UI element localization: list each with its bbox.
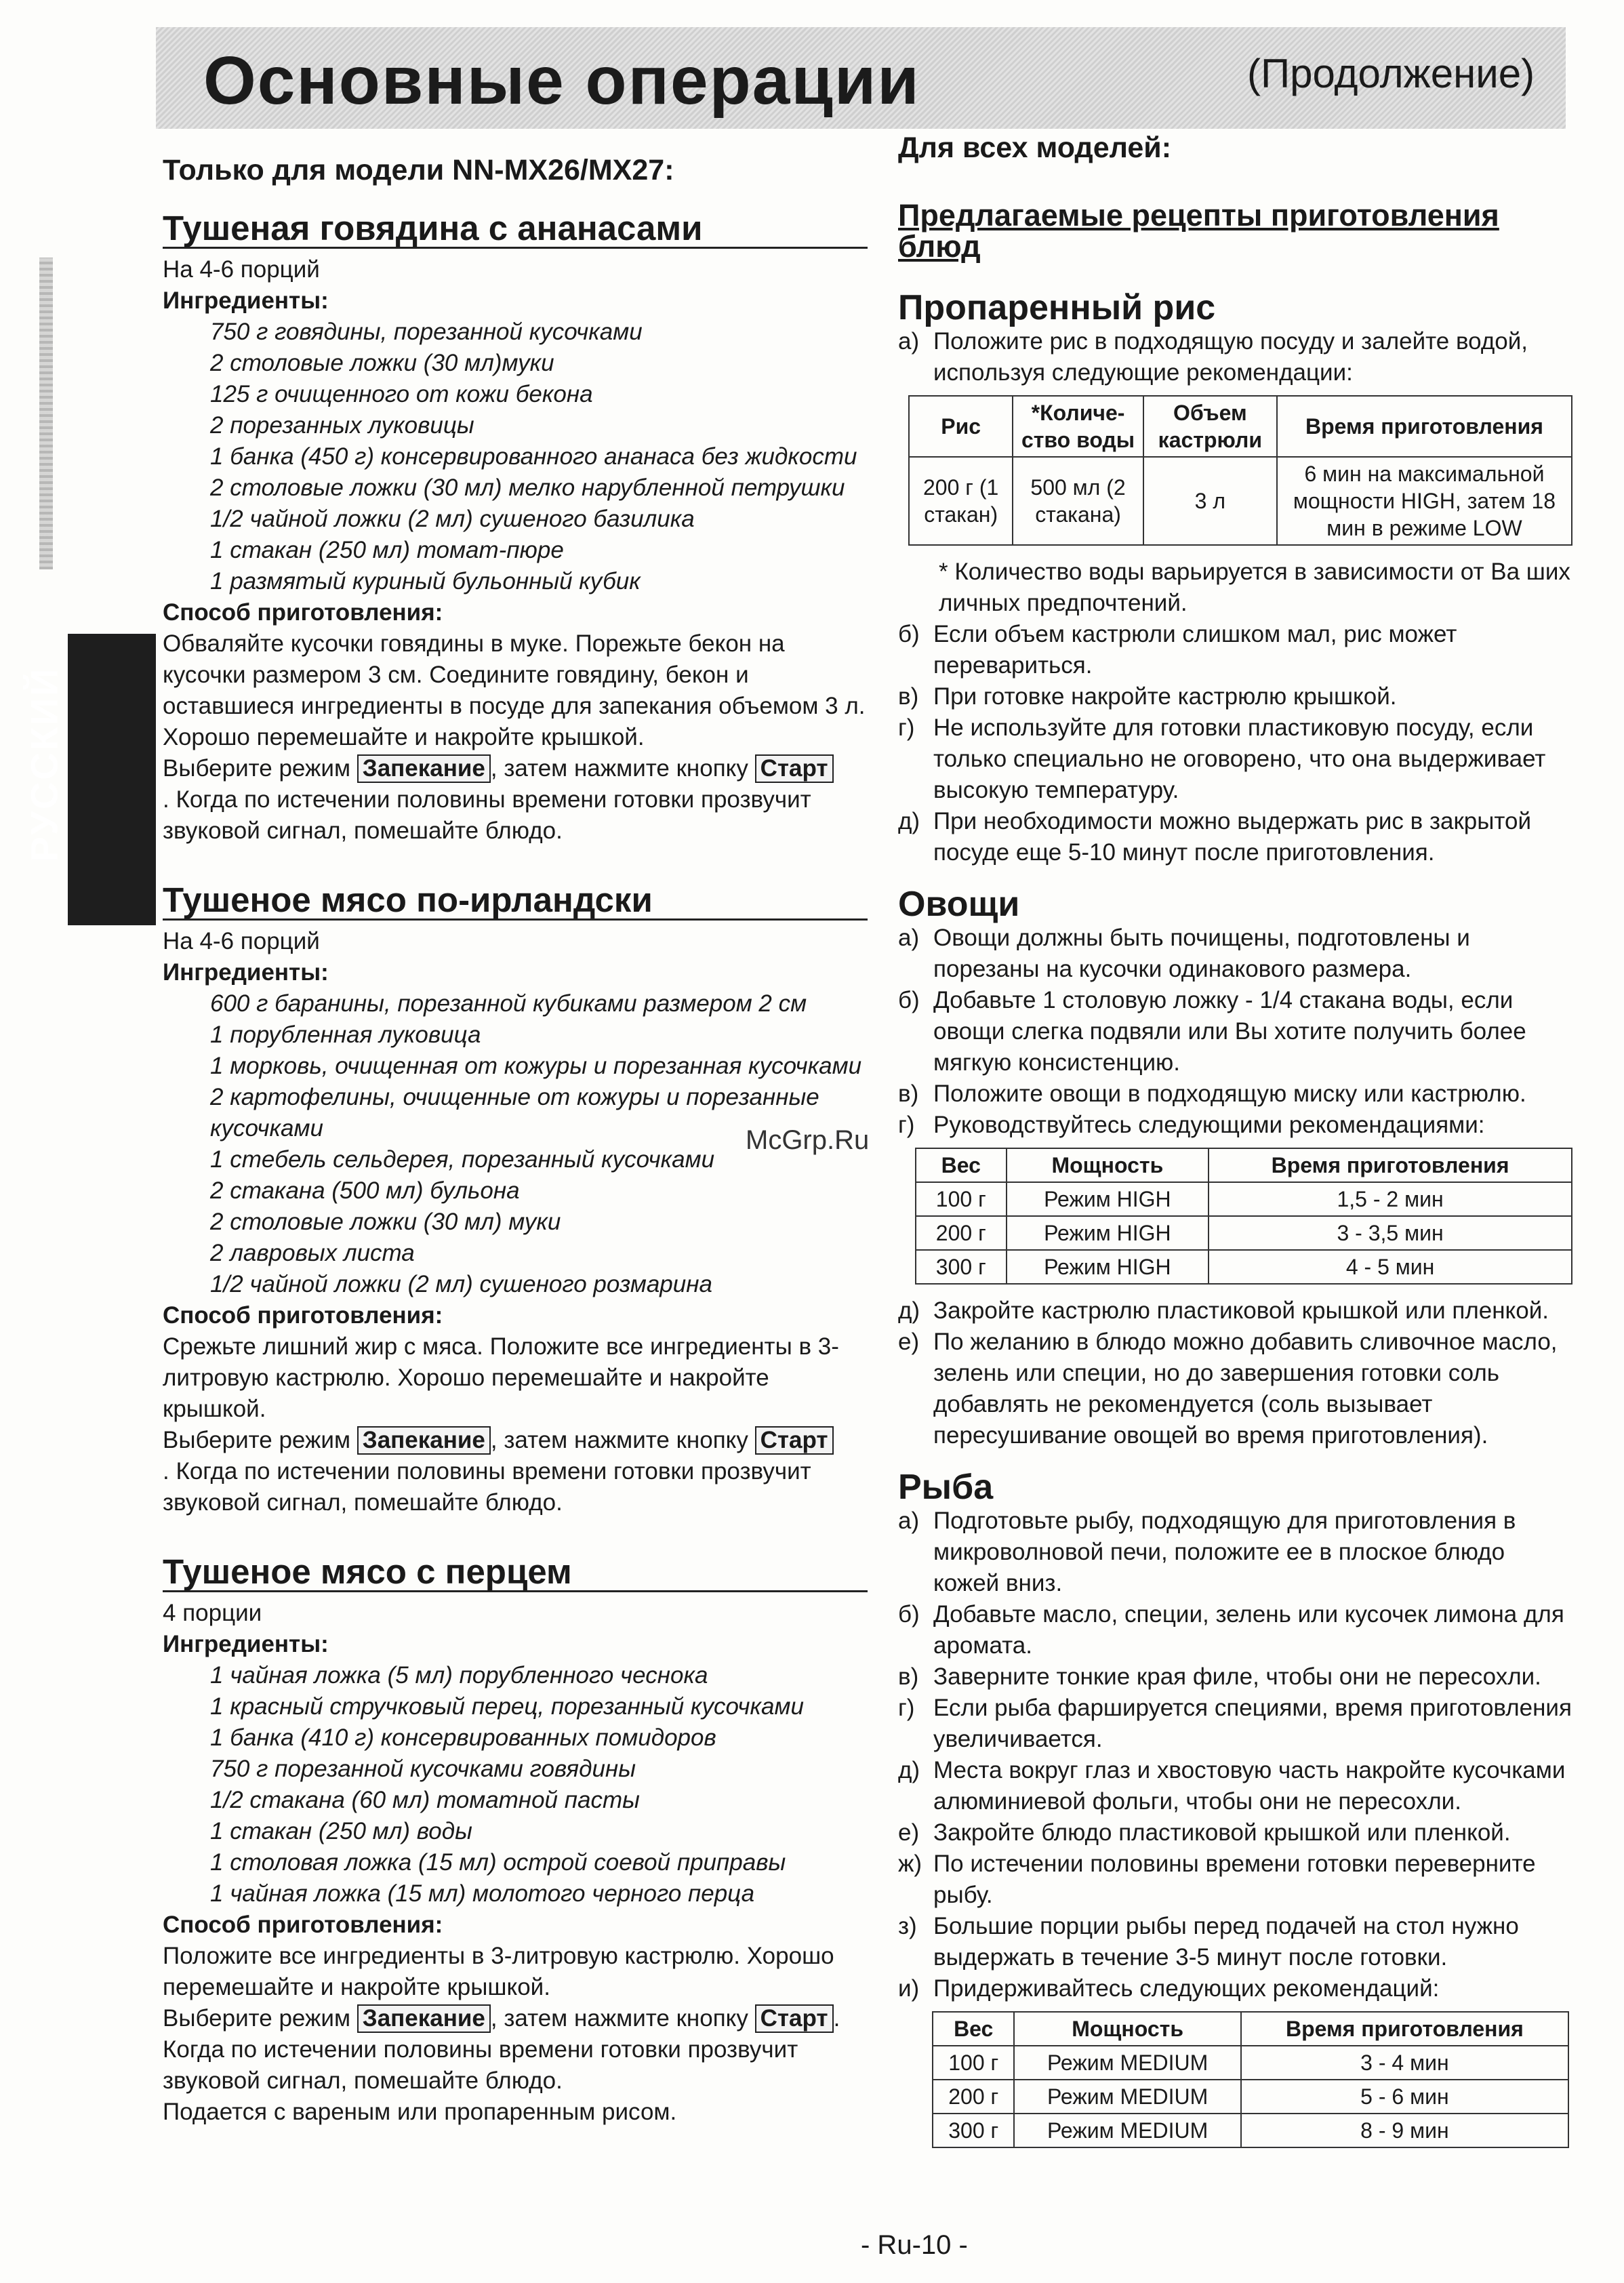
table-row (916, 1216, 1572, 1250)
rice-footnote: * Количество воды варьируется в зависимости от Ва ших личных предпочтений. (939, 559, 1570, 616)
list-item (898, 619, 1576, 681)
table-cell: 8 - 9 мин (1241, 2114, 1568, 2147)
list-item (898, 1661, 1576, 1693)
list-item (898, 1327, 1576, 1451)
item-marker: е) (898, 1819, 920, 1846)
ingredient-item: 2 стакана (500 мл) бульона (210, 1177, 520, 1204)
table-header: Вес (916, 1148, 1007, 1182)
ingredients-label: Ингредиенты: (163, 959, 329, 986)
list-item (898, 1848, 1576, 1911)
item-marker: г) (898, 1695, 915, 1721)
method-text (163, 1941, 868, 2128)
table-row (909, 457, 1572, 545)
start-key: Старт (755, 754, 834, 783)
vegetables-section (898, 885, 1576, 1451)
table-row (933, 2114, 1568, 2147)
model-heading: Только для модели NN-MX26/MX27: (163, 154, 674, 186)
table-cell: 200 г (916, 1216, 1007, 1250)
method-text (163, 1331, 868, 1518)
ingredient-item: 1/2 чайной ложки (2 мл) сушеного розмарина (210, 1271, 712, 1297)
page-number: - Ru-10 - (861, 2230, 968, 2260)
item-text: Добавьте масло, специи, зелень или кусочек лимона для аромата. (933, 1601, 1564, 1659)
item-text: Овощи должны быть почищены, подготовлены и порезаны на кусочки одинакового размера. (933, 925, 1470, 982)
method-end: . Когда по истечении половины времени готовки прозвучит звуковой сигнал, помешайте блюдо. (163, 786, 811, 844)
recipe-pepper-stew (163, 1552, 868, 2128)
fish-table (932, 2011, 1569, 2148)
item-text: Добавьте 1 столовую ложку - 1/4 стакана воды, если овощи слегка подвяли или Вы хотите получить более мягкую консистенцию. (933, 987, 1526, 1076)
item-text: Руководствуйтесь следующими рекомендациями: (933, 1112, 1485, 1138)
page-subtitle: (Продолжение) (1247, 51, 1535, 96)
list-item (898, 1817, 1576, 1848)
table-header: Мощность (1007, 1148, 1209, 1182)
table-header: Вес (933, 2012, 1014, 2046)
table-cell: 3 - 3,5 мин (1209, 1216, 1572, 1250)
table-cell: Режим HIGH (1007, 1182, 1209, 1216)
method-end: . Когда по истечении половины времени готовки прозвучит звуковой сигнал, помешайте блюдо. (163, 1458, 811, 1516)
item-marker: з) (898, 1913, 917, 1939)
item-marker: в) (898, 1080, 919, 1107)
ingredient-item: 2 столовые ложки (30 мл)муки (210, 350, 554, 376)
table-cell: 200 г (933, 2080, 1014, 2114)
item-text: Места вокруг глаз и хвостовую часть накройте кусочками алюминиевой фольги, чтобы они не пересохли. (933, 1757, 1566, 1815)
recipe-irish-stew (163, 881, 868, 1518)
list-item (898, 1911, 1576, 1973)
language-tab (68, 634, 156, 925)
table-header: Объем кастрюли (1143, 396, 1277, 457)
list-item (898, 712, 1576, 806)
item-text: Если рыба фаршируется специями, время приготовления увеличивается. (933, 1695, 1572, 1752)
ingredient-item: 750 г говядины, порезанной кусочками (210, 319, 643, 345)
item-text: Большие порции рыбы перед подачей на стол нужно выдержать в течение 3-5 минут после готовки. (933, 1913, 1519, 1971)
item-marker: ж) (898, 1851, 922, 1877)
item-text: При необходимости можно выдержать рис в закрытой посуде еще 5-10 минут после приготовления. (933, 808, 1532, 866)
rice-title: Пропаренный рис (898, 288, 1216, 327)
method-select-line (163, 1425, 868, 1456)
table-cell: 3 л (1143, 457, 1277, 545)
then-press-text: , затем нажмите кнопку (490, 755, 748, 782)
serve-note: Подается с вареным или пропаренным рисом. (163, 2099, 677, 2125)
ingredient-item: 1 стакан (250 мл) воды (210, 1818, 472, 1844)
ingredient-item: 1/2 стакана (60 мл) томатной пасты (210, 1787, 640, 1813)
item-marker: б) (898, 1601, 920, 1628)
list-item (898, 1506, 1576, 1599)
table-cell: Режим MEDIUM (1014, 2114, 1240, 2147)
method-label: Способ приготовления: (163, 599, 443, 626)
suggested-recipes-heading: Предлагаемые рецепты приготовления блюд (898, 198, 1499, 264)
item-text: При готовке накройте кастрюлю крышкой. (933, 683, 1397, 710)
recipe-title: Тушеная говядина с ананасами (163, 213, 868, 249)
list-item (898, 1078, 1576, 1110)
recipe-beef-pineapple (163, 209, 868, 847)
table-cell: Режим MEDIUM (1014, 2046, 1240, 2080)
start-key: Старт (755, 2004, 834, 2033)
fish-section (898, 1468, 1576, 2148)
list-item (898, 326, 1576, 388)
ingredient-item: 750 г порезанной кусочками говядины (210, 1756, 636, 1782)
list-item (898, 985, 1576, 1078)
item-marker: б) (898, 987, 920, 1013)
ingredient-item: 2 порезанных луковицы (210, 412, 474, 439)
ingredient-item: 2 картофелины, очищенные от кожуры и порезанные кусочками (210, 1084, 819, 1142)
list-item (898, 1973, 1576, 2004)
table-header: Время приготовления (1209, 1148, 1572, 1182)
all-models-heading: Для всех моделей: (898, 132, 1172, 164)
language-tab-label: РУССКИЙ (22, 666, 66, 862)
table-cell: 100 г (916, 1182, 1007, 1216)
bake-mode-key: Запекание (357, 1426, 491, 1455)
vegetables-table (915, 1148, 1572, 1285)
item-marker: г) (898, 1112, 915, 1138)
item-marker: а) (898, 1508, 920, 1534)
ingredient-item: 1 размятый куриный бульонный кубик (210, 568, 641, 594)
table-cell: 6 мин на максимальной мощности HIGH, затем 18 мин в режиме LOW (1277, 457, 1572, 545)
table-header: Время приготовления (1277, 396, 1572, 457)
servings: 4 порции (163, 1600, 262, 1626)
method-label: Способ приготовления: (163, 1912, 443, 1938)
servings: На 4-6 порций (163, 928, 320, 954)
ingredients-label: Ингредиенты: (163, 287, 329, 314)
table-header: *Количе-ство воды (1013, 396, 1143, 457)
table-cell: 5 - 6 мин (1241, 2080, 1568, 2114)
table-cell: 200 г (1 стакан) (909, 457, 1013, 545)
method-body: Положите все ингредиенты в 3-литровую кастрюлю. Хорошо перемешайте и накройте крышкой. (163, 1943, 834, 2000)
recipe-title: Тушеное мясо с перцем (163, 1556, 868, 1592)
method-body: Срежьте лишний жир с мяса. Положите все ингредиенты в 3-литровую кастрюлю. Хорошо перемешайте и накройте крышкой. (163, 1333, 839, 1422)
page-title: Основные операции (203, 43, 920, 119)
select-mode-text: Выберите режим (163, 1427, 351, 1453)
rice-section (898, 288, 1576, 868)
table-row (916, 1182, 1572, 1216)
ingredients-label: Ингредиенты: (163, 1631, 329, 1657)
servings: На 4-6 порций (163, 256, 320, 283)
item-text: Если объем кастрюли слишком мал, рис может перевариться. (933, 621, 1457, 679)
ingredient-item: 1 красный стручковый перец, порезанный кусочками (210, 1693, 804, 1720)
item-text: Закройте блюдо пластиковой крышкой или пленкой. (933, 1819, 1511, 1846)
item-marker: а) (898, 925, 920, 951)
ingredient-item: 2 лавровых листа (210, 1240, 415, 1266)
watermark: McGrp.Ru (746, 1125, 870, 1155)
table-row (933, 2046, 1568, 2080)
table-cell: Режим MEDIUM (1014, 2080, 1240, 2114)
table-cell: 1,5 - 2 мин (1209, 1182, 1572, 1216)
table-header: Время приготовления (1241, 2012, 1568, 2046)
rice-table (908, 395, 1572, 546)
list-item (898, 1755, 1576, 1817)
item-text: Положите овощи в подходящую миску или кастрюлю. (933, 1080, 1526, 1107)
table-cell: 4 - 5 мин (1209, 1250, 1572, 1284)
item-marker: д) (898, 1757, 920, 1783)
start-key: Старт (755, 1426, 834, 1455)
select-mode-text: Выберите режим (163, 2005, 351, 2032)
then-press-text: , затем нажмите кнопку (490, 2005, 748, 2032)
method-select-line (163, 2003, 868, 2097)
recipe-title: Тушеное мясо по-ирландски (163, 885, 868, 921)
list-item (898, 681, 1576, 712)
select-mode-text: Выберите режим (163, 755, 351, 782)
table-cell: 3 - 4 мин (1241, 2046, 1568, 2080)
item-text: Закройте кастрюлю пластиковой крышкой или пленкой. (933, 1297, 1549, 1324)
table-row (933, 2080, 1568, 2114)
item-text: Не используйте для готовки пластиковую посуду, если только специально не оговорено, что она выдерживает высокую температуру. (933, 714, 1546, 803)
item-marker: д) (898, 1297, 920, 1324)
ingredient-item: 1 морковь, очищенная от кожуры и порезанная кусочками (210, 1053, 862, 1079)
fish-title: Рыба (898, 1468, 994, 1507)
item-marker: д) (898, 808, 920, 834)
bake-mode-key: Запекание (357, 2004, 491, 2033)
ingredient-item: 1 столовая ложка (15 мл) острой соевой приправы (210, 1849, 786, 1876)
table-cell: 300 г (916, 1250, 1007, 1284)
method-body: Обваляйте кусочки говядины в муке. Порежьте бекон на кусочки размером 3 см. Соедините говядину, бекон и оставшиеся ингредиенты в посуде для запекания объемом 3 л. Хорошо перемешайте и накройте крышкой. (163, 630, 866, 750)
table-row (916, 1250, 1572, 1284)
ingredient-item: 600 г баранины, порезанной кубиками размером 2 см (210, 990, 807, 1017)
table-cell: 500 мл (2 стакана) (1013, 457, 1143, 545)
item-text: Положите рис в подходящую посуду и залейте водой, используя следующие рекомендации: (933, 328, 1528, 386)
item-text: По желанию в блюдо можно добавить сливочное масло, зелень или специи, но до завершения готовки соль добавлять не рекомендуется (соль вызывает пересушивание овощей во время приготовления). (933, 1329, 1558, 1449)
table-header: Рис (909, 396, 1013, 457)
bake-mode-key: Запекание (357, 754, 491, 783)
ingredient-item: 1 чайная ложка (15 мл) молотого черного перца (210, 1880, 755, 1907)
item-marker: б) (898, 621, 920, 647)
list-item (898, 1110, 1576, 1141)
table-header: Мощность (1014, 2012, 1240, 2046)
ingredient-item: 1 стебель сельдерея, порезанный кусочками (210, 1146, 715, 1173)
ingredient-item: 1 чайная ложка (5 мл) порубленного чеснока (210, 1662, 708, 1689)
table-cell: Режим HIGH (1007, 1250, 1209, 1284)
method-select-line (163, 753, 868, 784)
vegetables-title: Овощи (898, 885, 1020, 924)
ingredient-item: 1 порубленная луковица (210, 1022, 481, 1048)
method-text (163, 628, 868, 847)
ingredient-item: 125 г очищенного от кожи бекона (210, 381, 593, 407)
item-marker: в) (898, 683, 919, 710)
item-marker: г) (898, 714, 915, 741)
ingredient-item: 1 банка (450 г) консервированного ананаса без жидкости (210, 443, 857, 470)
list-item (898, 923, 1576, 985)
ingredient-item: 2 столовые ложки (30 мл) муки (210, 1209, 561, 1235)
item-marker: в) (898, 1663, 919, 1690)
list-item (898, 1599, 1576, 1661)
item-text: По истечении половины времени готовки переверните рыбу. (933, 1851, 1536, 1908)
list-item (898, 1693, 1576, 1755)
method-label: Способ приготовления: (163, 1302, 443, 1329)
item-text: Подготовьте рыбу, подходящую для приготовления в микроволновой печи, положите ее в плоское блюдо кожей вниз. (933, 1508, 1516, 1596)
list-item (898, 1295, 1576, 1327)
item-marker: е) (898, 1329, 920, 1355)
method-end: . Когда по истечении половины времени готовки прозвучит звуковой сигнал, помешайте блюдо. (163, 2005, 840, 2094)
table-cell: 300 г (933, 2114, 1014, 2147)
item-text: Придерживайтесь следующих рекомендаций: (933, 1975, 1440, 2002)
then-press-text: , затем нажмите кнопку (490, 1427, 748, 1453)
table-cell: 100 г (933, 2046, 1014, 2080)
ingredient-item: 1 стакан (250 мл) томат-пюре (210, 537, 564, 563)
ingredient-item: 2 столовые ложки (30 мл) мелко нарубленной петрушки (210, 474, 845, 501)
item-text: Заверните тонкие края филе, чтобы они не пересохли. (933, 1663, 1541, 1690)
list-item (898, 806, 1576, 868)
item-marker: а) (898, 328, 920, 355)
right-column (898, 132, 1576, 2159)
item-marker: и) (898, 1975, 920, 2002)
ingredient-item: 1 банка (410 г) консервированных помидоров (210, 1724, 716, 1751)
ingredient-item: 1/2 чайной ложки (2 мл) сушеного базилика (210, 506, 695, 532)
left-column (163, 155, 868, 2166)
scan-artifact-strip (39, 258, 53, 569)
table-cell: Режим HIGH (1007, 1216, 1209, 1250)
